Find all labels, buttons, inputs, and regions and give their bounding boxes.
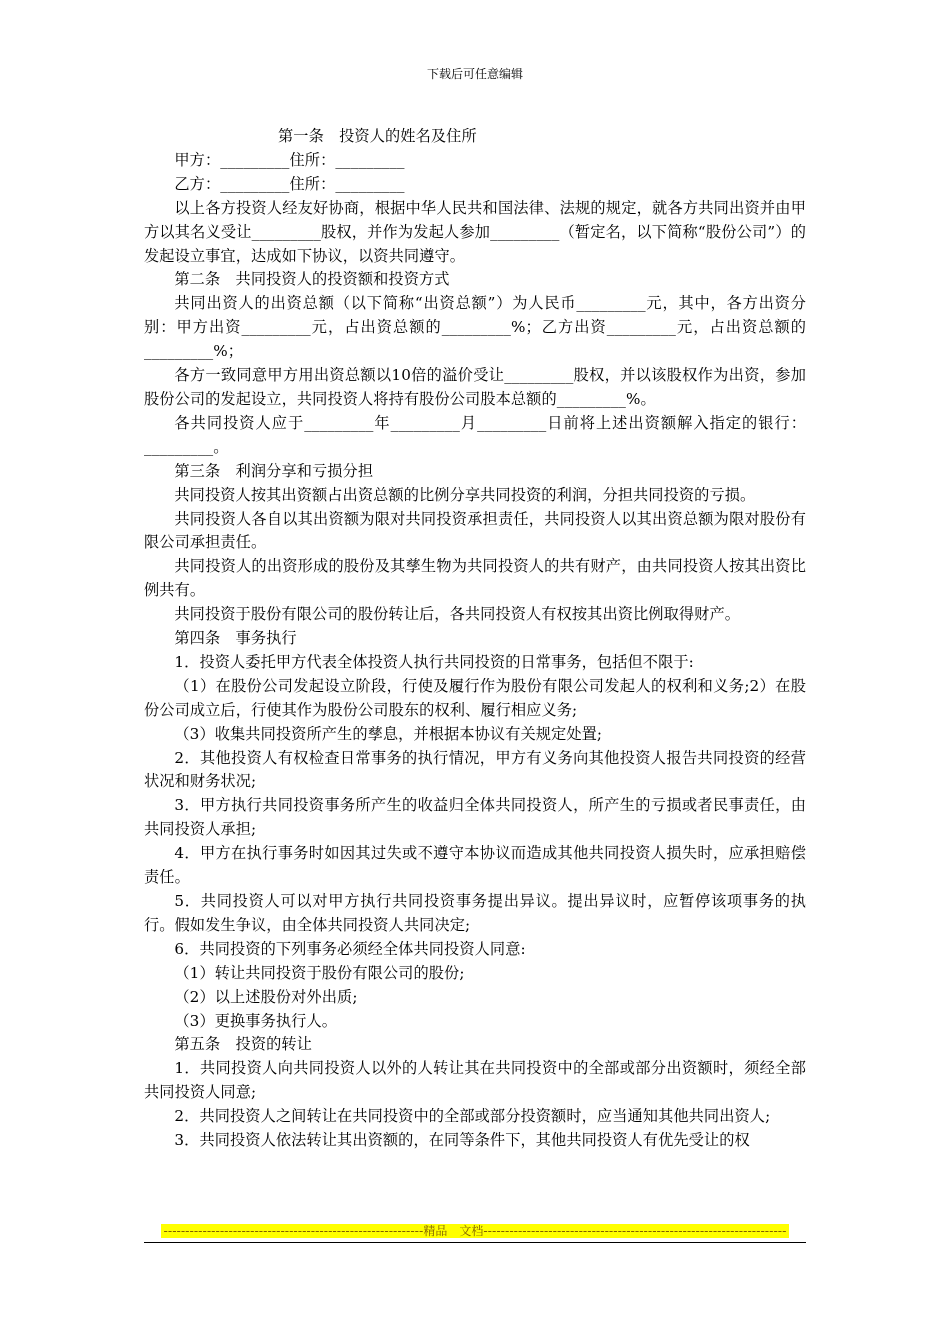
paragraph: 共同投资人各自以其出资额为限对共同投资承担责任，共同投资人以其出资总额为限对股份有限公司承担责任。 [144, 509, 806, 552]
paragraph: 共同投资人按其出资额占出资总额的比例分享共同投资的利润，分担共同投资的亏损。 [174, 485, 756, 504]
list-item: 3．甲方执行共同投资事务所产生的收益归全体共同投资人，所产生的亏损或者民事责任，由共同投资人承担; [144, 796, 806, 839]
article-4-heading: 第四条 事务执行 [174, 629, 297, 648]
list-item: 5．共同投资人可以对甲方执行共同投资事务提出异议。提出异议时，应暂停该项事务的执行。假如发生争议，由全体共同投资人共同决定; [144, 892, 806, 934]
list-item: （2）以上述股份对外出质; [174, 987, 358, 1006]
list-item: （1）转让共同投资于股份有限公司的股份; [174, 963, 465, 982]
paragraph: 各方一致同意甲方用出资总额以10倍的溢价受让_________股权，并以该股权作为出资，参加股份公司的发起设立，共同投资人将持有股份公司股本总额的_________%。 [144, 366, 806, 408]
list-item: 4．甲方在执行事务时如因其过失或不遵守本协议而造成其他共同投资人损失时，应承担赔偿责任。 [144, 844, 806, 887]
list-item: 2．共同投资人之间转让在共同投资中的全部或部分投资额时，应当通知其他共同出资人; [174, 1107, 771, 1126]
party-b-line: 乙方：_________住所：_________ [174, 174, 405, 193]
article-3-heading: 第三条 利润分享和亏损分担 [174, 461, 374, 480]
list-item: （1）在股份公司发起设立阶段，行使及履行作为股份有限公司发起人的权利和义务;2）在股份公司成立后，行使其作为股份公司股东的权利、履行相应义务; [144, 676, 806, 719]
article-1-heading: 第一条 投资人的姓名及住所 [278, 127, 477, 145]
list-item: 1．共同投资人向共同投资人以外的人转让其在共同投资中的全部或部分出资额时，须经全部共同投资人同意; [144, 1059, 806, 1102]
article-2-heading: 第二条 共同投资人的投资额和投资方式 [174, 270, 450, 289]
list-item: 1．投资人委托甲方代表全体投资人执行共同投资的日常事务，包括但不限于: [174, 652, 694, 671]
document-body [144, 125, 806, 1153]
paragraph: 共同投资人的出资形成的股份及其孳生物为共同投资人的共有财产，由共同投资人按其出资比例共有。 [144, 557, 806, 600]
paragraph: 共同投资于股份有限公司的股份转让后，各共同投资人有权按其出资比例取得财产。 [174, 605, 741, 624]
party-a-line: 甲方：_________住所：_________ [174, 150, 405, 169]
page-header: 下载后可任意编辑 [426, 67, 523, 81]
list-item: 6．共同投资的下列事务必须经全体共同投资人同意: [174, 939, 526, 958]
list-item: 2．其他投资人有权检查日常事务的执行情况，甲方有义务向其他投资人报告共同投资的经营状况和财务状况; [144, 748, 806, 791]
list-item: （3）更换事务执行人。 [174, 1011, 338, 1030]
article-5-heading: 第五条 投资的转让 [174, 1035, 312, 1054]
paragraph: 以上各方投资人经友好协商，根据中华人民共和国法律、法规的规定，就各方共同出资并由甲方以其名义受让_________股权，并作为发起人参加_________（暂定名，以下简称“股份公司”）的发起设立事宜，达成如下协议，以资共同遵守。 [144, 198, 807, 265]
list-item: 3．共同投资人依法转让其出资额的，在同等条件下，其他共同投资人有优先受让的权 [174, 1131, 750, 1150]
paragraph: 共同出资人的出资总额（以下简称“出资总额”）为人民币_________元，其中，各方出资分别：甲方出资_________元，占出资总额的_________%；乙方出资_________元，占出资总额的_________%； [144, 294, 806, 361]
page-footer: ------------------------------------------------------------精品 文档---------------------------------------------------------------------- [163, 1224, 787, 1238]
list-item: （3）收集共同投资所产生的孳息，并根据本协议有关规定处置; [174, 724, 603, 743]
paragraph: 各共同投资人应于_________年_________月_________日前将上述出资额解入指定的银行：_________。 [144, 413, 806, 456]
footer-divider [144, 1242, 806, 1243]
